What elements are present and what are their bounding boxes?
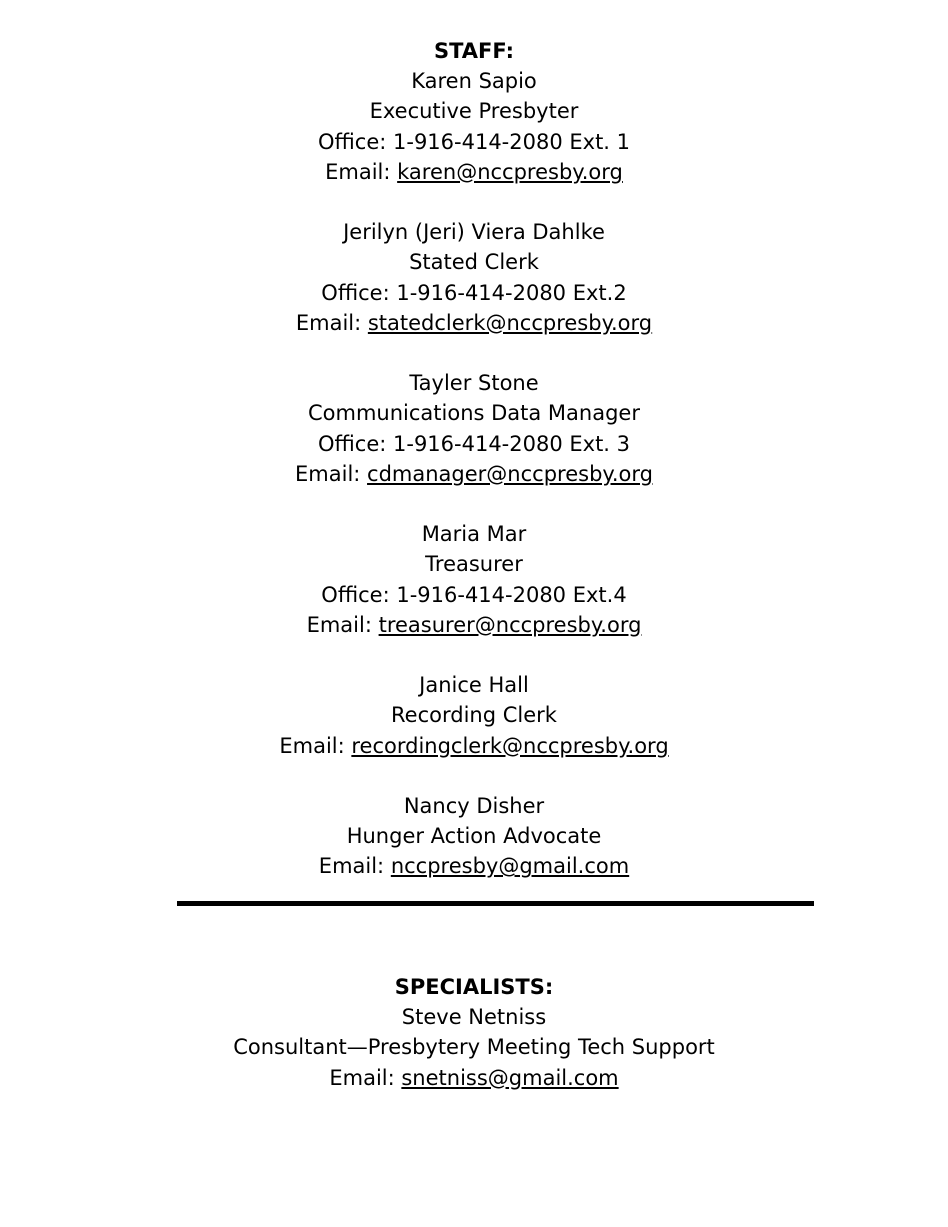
email-prefix: Email:: [295, 461, 368, 486]
staff-role: Executive Presbyter: [369, 99, 579, 124]
staff-email-line: [0, 610, 948, 640]
email-prefix: Email:: [329, 1065, 402, 1090]
email-prefix: Email:: [325, 159, 398, 184]
email-prefix: Email:: [318, 854, 391, 879]
staff-name: Karen Sapio: [411, 69, 537, 94]
staff-role: Communications Data Manager: [307, 401, 640, 426]
staff-entry-jeri: [0, 217, 948, 338]
staff-email-line: [0, 851, 948, 881]
specialists-heading: SPECIALISTS:: [394, 975, 554, 999]
staff-name: Nancy Disher: [403, 794, 545, 818]
staff-role: Recording Clerk: [391, 703, 557, 728]
specialist-role: Consultant—Presbytery Meeting Tech Support: [233, 1035, 715, 1060]
staff-entry-tayler: [0, 368, 948, 489]
email-link-recordingclerk[interactable]: recordingclerk@nccpresby.org: [351, 733, 669, 758]
staff-name: Jerilyn (Jeri) Viera Dahlke: [343, 220, 605, 245]
staff-office-phone: Office: 1-916-414-2080 Ext.4: [321, 582, 627, 607]
staff-office-phone: Office: 1-916-414-2080 Ext. 1: [317, 129, 631, 154]
staff-email-line: [0, 157, 948, 187]
staff-entry-maria: [0, 519, 948, 640]
email-link-snetniss[interactable]: snetniss@gmail.com: [401, 1065, 619, 1090]
staff-entry-karen: [0, 66, 948, 187]
staff-role: Hunger Action Advocate: [346, 824, 602, 849]
staff-email-line: [0, 308, 948, 338]
staff-email-line: [0, 459, 948, 489]
staff-role: Treasurer: [425, 552, 523, 577]
email-prefix: Email:: [279, 733, 352, 758]
staff-role: Stated Clerk: [409, 250, 539, 275]
staff-office-phone: Office: 1-916-414-2080 Ext. 3: [317, 431, 631, 456]
specialist-entry-steve: [0, 1002, 948, 1093]
staff-name: Janice Hall: [419, 673, 529, 698]
email-prefix: Email:: [306, 612, 379, 637]
email-link-karen[interactable]: karen@nccpresby.org: [397, 159, 623, 184]
email-link-cdmanager[interactable]: cdmanager@nccpresby.org: [367, 461, 653, 486]
email-link-treasurer[interactable]: treasurer@nccpresby.org: [378, 612, 642, 637]
specialist-name: Steve Netniss: [401, 1005, 547, 1030]
email-link-statedclerk[interactable]: statedclerk@nccpresby.org: [367, 310, 653, 335]
specialists-section: [0, 972, 948, 1093]
specialist-email-line: [0, 1063, 948, 1093]
staff-section: [0, 36, 948, 912]
staff-heading: STAFF:: [433, 39, 514, 63]
staff-entry-nancy: [0, 791, 948, 882]
staff-email-line: [0, 731, 948, 761]
section-divider: [177, 901, 814, 906]
staff-name: Maria Mar: [421, 522, 527, 547]
email-prefix: Email:: [295, 310, 368, 335]
email-link-nccpresby[interactable]: nccpresby@gmail.com: [390, 854, 630, 879]
staff-office-phone: Office: 1-916-414-2080 Ext.2: [321, 280, 627, 305]
staff-name: Tayler Stone: [409, 371, 539, 396]
staff-entry-janice: [0, 670, 948, 761]
